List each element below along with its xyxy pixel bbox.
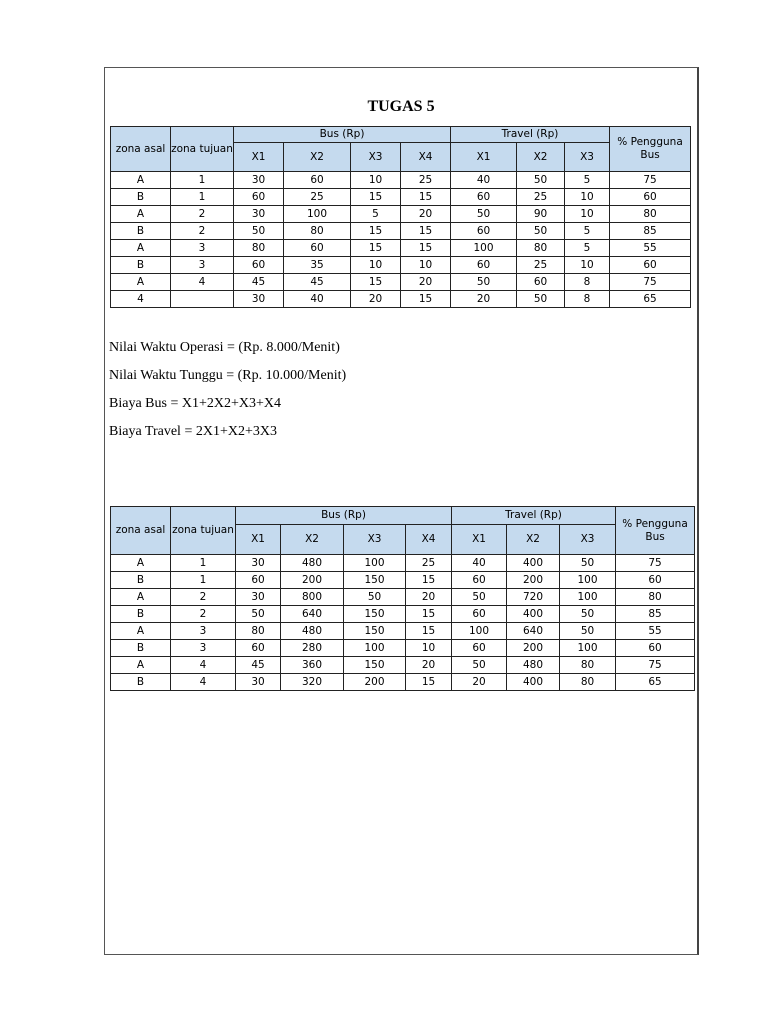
table-cell: 75 [610,172,691,189]
table-cell: 25 [401,172,451,189]
table-cell: 150 [344,657,406,674]
table-row [111,657,695,674]
table-cell: 1 [171,172,234,189]
header-travel-group: Travel (Rp) [452,507,616,525]
table-cell: 100 [451,240,517,257]
table-cell: 4 [171,674,236,691]
table-cell: 50 [560,623,616,640]
table-body [111,555,695,691]
table-cell: 15 [406,623,452,640]
header-bus-x3: X3 [344,525,406,555]
table-row [111,640,695,657]
table-cell: 30 [234,172,284,189]
table-cell: 80 [284,223,351,240]
table-cell: 65 [616,674,695,691]
header-pengguna-bus: % Pengguna Bus [616,507,695,555]
table-cell: 55 [610,240,691,257]
table-cell: 50 [236,606,281,623]
header-zona-tujuan: zona tujuan [171,127,234,172]
table-cell: 25 [406,555,452,572]
table-cell: A [111,657,171,674]
table-cell: 5 [565,223,610,240]
header-bus-x2: X2 [284,143,351,172]
header-bus-group: Bus (Rp) [236,507,452,525]
table-row [111,223,691,240]
table-cell: A [111,206,171,223]
table-cell: 25 [284,189,351,206]
table-cell: B [111,606,171,623]
table-cell: 3 [171,640,236,657]
table-row [111,291,691,308]
table-cell: 50 [452,589,507,606]
table-body [111,172,691,308]
table-cell: 60 [452,606,507,623]
table-cell: 60 [284,172,351,189]
table-cell: 100 [284,206,351,223]
table-cell: 10 [406,640,452,657]
table-row [111,589,695,606]
table-cell: 15 [351,223,401,240]
table-row [111,274,691,291]
header-travel-x1: X1 [451,143,517,172]
table-cell: 30 [234,206,284,223]
table-cell: 60 [451,223,517,240]
table-row [111,555,695,572]
note-waktu-operasi: Nilai Waktu Operasi = (Rp. 8.000/Menit) [109,340,340,355]
table-cell: 10 [351,172,401,189]
table-cell: 720 [507,589,560,606]
page-title: TUGAS 5 [367,98,435,115]
table-cell: 8 [565,274,610,291]
table-row [111,240,691,257]
table-cell: 2 [171,223,234,240]
table-cell: 30 [234,291,284,308]
table-cell: 75 [616,657,695,674]
table-cell: 60 [234,257,284,274]
table-cell: 3 [171,623,236,640]
header-travel-x2: X2 [507,525,560,555]
table-cell [171,291,234,308]
table-cell: 5 [565,172,610,189]
table-cell: 100 [344,555,406,572]
header-bus-x4: X4 [401,143,451,172]
table-cell: 60 [451,257,517,274]
table-cell: 40 [452,555,507,572]
table-cell: B [111,572,171,589]
table-cell: 360 [281,657,344,674]
table-cell: 80 [560,674,616,691]
table-cell: 2 [171,606,236,623]
table-cell: 60 [236,640,281,657]
table-row [111,189,691,206]
table-cell: 200 [507,640,560,657]
table-cell: 80 [616,589,695,606]
table-cell: 60 [616,572,695,589]
table-cell: 100 [560,572,616,589]
header-bus-x4: X4 [406,525,452,555]
table-cell: 50 [560,606,616,623]
table-cell: 200 [507,572,560,589]
table-cell: A [111,274,171,291]
table-cell: 15 [401,240,451,257]
table-row [111,172,691,189]
table-cell: 20 [452,674,507,691]
table-cell: 5 [565,240,610,257]
table-cell: 3 [171,240,234,257]
note-biaya-bus: Biaya Bus = X1+2X2+X3+X4 [109,396,281,411]
table-cell: 85 [616,606,695,623]
note-biaya-travel: Biaya Travel = 2X1+X2+3X3 [109,424,277,439]
table-cell: 50 [451,274,517,291]
table-cell: 10 [351,257,401,274]
header-bus-x1: X1 [236,525,281,555]
table-cell: 100 [452,623,507,640]
table-cell: 200 [281,572,344,589]
table-cell: 480 [281,555,344,572]
table-cell: 65 [610,291,691,308]
table-cell: 20 [351,291,401,308]
table-cell: 20 [401,206,451,223]
table-cell: 75 [616,555,695,572]
table-cell: B [111,640,171,657]
table-cell: 2 [171,589,236,606]
table-cell: 150 [344,606,406,623]
table-cell: 60 [451,189,517,206]
table-cell: A [111,623,171,640]
table-cell: B [111,257,171,274]
table-cell: 15 [351,274,401,291]
table-cell: 80 [560,657,616,674]
table-row [111,674,695,691]
note-waktu-tunggu: Nilai Waktu Tunggu = (Rp. 10.000/Menit) [109,368,347,383]
document-page [104,67,699,955]
header-bus-x1: X1 [234,143,284,172]
header-bus-x2: X2 [281,525,344,555]
table-cell: 45 [234,274,284,291]
table-cell: 50 [344,589,406,606]
header-travel-x3: X3 [565,143,610,172]
table-cell: 15 [401,189,451,206]
table-cell: B [111,189,171,206]
table-cell: 480 [281,623,344,640]
table-cell: 3 [171,257,234,274]
table-cell: 200 [344,674,406,691]
table-cell: 60 [517,274,565,291]
table-cell: 15 [406,674,452,691]
table-cell: 320 [281,674,344,691]
table-cell: 60 [610,189,691,206]
table-cell: 800 [281,589,344,606]
header-travel-x3: X3 [560,525,616,555]
table-cell: 400 [507,555,560,572]
table-cell: 5 [351,206,401,223]
header-zona-tujuan: zona tujuan [171,507,236,555]
table-cell: 20 [406,589,452,606]
header-zona-asal: zona asal [111,507,171,555]
header-travel-x1: X1 [452,525,507,555]
table-cell: 10 [401,257,451,274]
table-cell: 45 [284,274,351,291]
table-cell: 10 [565,189,610,206]
table-cell: 50 [517,172,565,189]
table-cell: 1 [171,189,234,206]
data-table-computed [110,506,695,691]
table-cell: 15 [401,291,451,308]
table-cell: 50 [234,223,284,240]
table-cell: 50 [517,291,565,308]
table-cell: 150 [344,572,406,589]
table-cell: 10 [565,206,610,223]
table-row [111,572,695,589]
table-cell: 20 [401,274,451,291]
table-cell: 640 [507,623,560,640]
table-cell: 60 [452,640,507,657]
table-row [111,206,691,223]
table-cell: 60 [284,240,351,257]
table-cell: 15 [406,572,452,589]
table-cell: 8 [565,291,610,308]
table-cell: 40 [284,291,351,308]
table-cell: 400 [507,606,560,623]
header-pengguna-bus: % Pengguna Bus [610,127,691,172]
table-cell: A [111,555,171,572]
table-row [111,623,695,640]
table-cell: 2 [171,206,234,223]
table-cell: 90 [517,206,565,223]
table-cell: 50 [517,223,565,240]
table-cell: 20 [451,291,517,308]
table-cell: 80 [236,623,281,640]
table-cell: 25 [517,189,565,206]
table-cell: 55 [616,623,695,640]
table-cell: 15 [406,606,452,623]
table-cell: B [111,223,171,240]
table-cell: 1 [171,555,236,572]
table-cell: 100 [344,640,406,657]
header-bus-group: Bus (Rp) [234,127,451,143]
table-cell: 80 [234,240,284,257]
table-cell: 60 [616,640,695,657]
table-cell: 480 [507,657,560,674]
table-cell: 60 [452,572,507,589]
table-cell: 100 [560,640,616,657]
header-travel-group: Travel (Rp) [451,127,610,143]
table-cell: A [111,172,171,189]
table-cell: 400 [507,674,560,691]
notes-block [109,339,346,451]
data-table-original [110,126,691,308]
table-cell: B [111,674,171,691]
table-cell: 50 [451,206,517,223]
table-cell: 30 [236,589,281,606]
table-cell: 85 [610,223,691,240]
table-cell: 60 [234,189,284,206]
table-cell: 10 [565,257,610,274]
table-cell: 80 [517,240,565,257]
table-cell: 100 [560,589,616,606]
table-row [111,257,691,274]
header-bus-x3: X3 [351,143,401,172]
table-cell: 25 [517,257,565,274]
table-cell: 20 [406,657,452,674]
table-cell: 15 [351,240,401,257]
table-cell: 40 [451,172,517,189]
table-cell: A [111,589,171,606]
table-cell: 30 [236,674,281,691]
table-cell: 30 [236,555,281,572]
table-cell: 35 [284,257,351,274]
table-cell: 15 [351,189,401,206]
table-cell: 4 [171,657,236,674]
header-travel-x2: X2 [517,143,565,172]
table-cell: 75 [610,274,691,291]
table-cell: 60 [236,572,281,589]
table-cell: 45 [236,657,281,674]
table-cell: 280 [281,640,344,657]
table-cell: A [111,240,171,257]
table-cell: 4 [111,291,171,308]
table-cell: 60 [610,257,691,274]
table-cell: 4 [171,274,234,291]
table-cell: 15 [401,223,451,240]
table-cell: 80 [610,206,691,223]
table-cell: 1 [171,572,236,589]
header-zona-asal: zona asal [111,127,171,172]
table-row [111,606,695,623]
table-cell: 150 [344,623,406,640]
table-cell: 640 [281,606,344,623]
table-cell: 50 [452,657,507,674]
table-cell: 50 [560,555,616,572]
